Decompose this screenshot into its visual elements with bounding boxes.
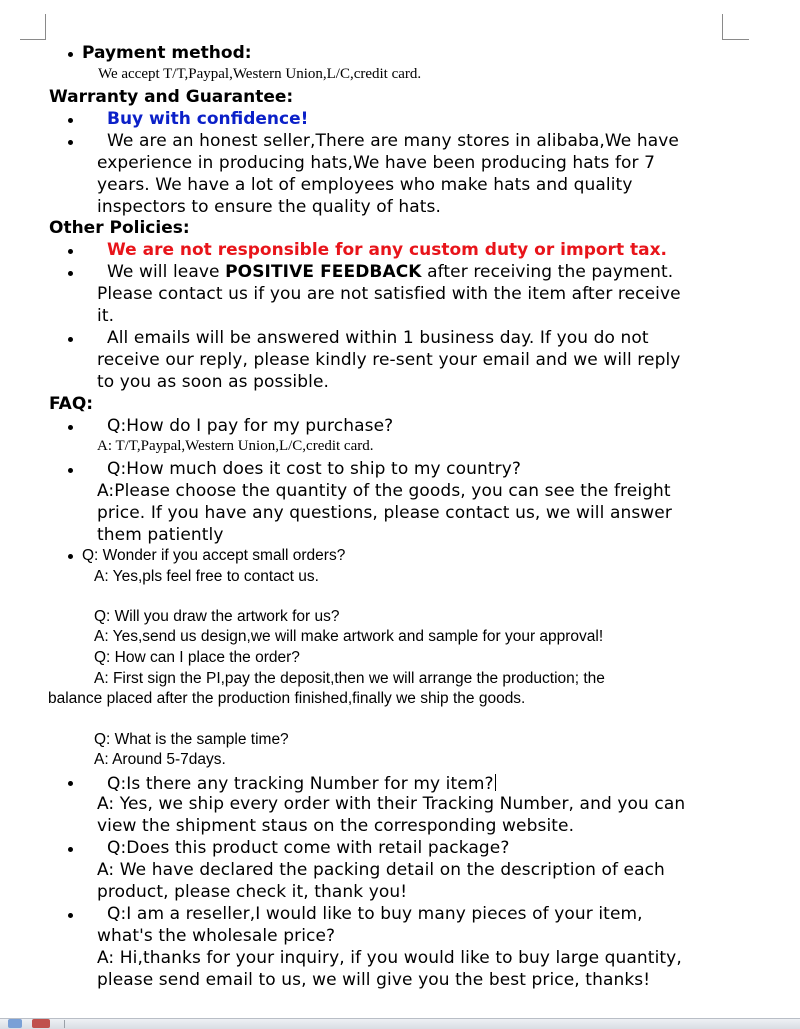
honest-line: We are an honest seller,There are many stores in alibaba,We have (107, 131, 679, 151)
faq-question: Q: How can I place the order? (94, 649, 300, 666)
faq-question: Q: Wonder if you accept small orders? (82, 547, 346, 564)
honest-line: inspectors to ensure the quality of hats. (97, 197, 441, 217)
faq-answer: A:Please choose the quantity of the goods, you can see the freight (97, 481, 671, 501)
feedback-line (107, 264, 673, 281)
feedback-line: Please contact us if you are not satisfied with the item after receive (97, 284, 681, 304)
taskbar (0, 1018, 800, 1029)
faq-answer: A: Around 5-7days. (94, 751, 226, 768)
duty-notice: We are not responsible for any custom duty or import tax. (107, 240, 668, 260)
honest-line: years. We have a lot of employees who make hats and quality (97, 175, 633, 195)
bullet (68, 271, 73, 276)
bullet (68, 847, 73, 852)
email-line: receive our reply, please kindly re-sent your email and we will reply (97, 350, 681, 370)
faq-answer: please send email to us, we will give you the best price, thanks! (97, 970, 651, 990)
faq-question-text: Q:Is there any tracking Number for my item? (107, 774, 494, 794)
faq-answer: price. If you have any questions, please contact us, we will answer (97, 503, 672, 523)
bullet (68, 554, 73, 559)
policies-heading: Other Policies: (49, 218, 190, 238)
faq-question: Q:How much does it cost to ship to my country? (107, 459, 521, 479)
faq-answer: A: T/T,Paypal,Western Union,L/C,credit card. (97, 438, 374, 454)
app-icon[interactable] (32, 1019, 50, 1028)
payment-heading: Payment method: (82, 43, 252, 63)
feedback-pre: We will leave (107, 262, 226, 282)
bullet (68, 913, 73, 918)
faq-question: what's the wholesale price? (97, 926, 336, 946)
faq-answer: A: Yes,send us design,we will make artwork and sample for your approval! (94, 628, 604, 645)
bullet (68, 118, 73, 123)
faq-answer: A: First sign the PI,pay the deposit,then we will arrange the production; the (94, 670, 605, 687)
feedback-post: after receiving the payment. (421, 262, 674, 282)
email-line: to you as soon as possible. (97, 372, 330, 392)
faq-answer: balance placed after the production finished,finally we ship the goods. (48, 690, 526, 707)
bullet (68, 425, 73, 430)
warranty-heading: Warranty and Guarantee: (49, 87, 294, 107)
buy-with-confidence: Buy with confidence! (107, 109, 309, 129)
taskbar-separator (64, 1020, 65, 1028)
faq-question: Q:How do I pay for my purchase? (107, 416, 394, 436)
faq-answer: A: Yes, we ship every order with their Tracking Number, and you can (97, 794, 686, 814)
email-line: All emails will be answered within 1 business day. If you do not (107, 328, 649, 348)
faq-question: Q: What is the sample time? (94, 731, 289, 748)
crop-mark-top-right (722, 39, 749, 40)
faq-answer: product, please check it, thank you! (97, 882, 408, 902)
crop-mark-top-right (722, 14, 723, 39)
faq-answer: A: Hi,thanks for your inquiry, if you would like to buy large quantity, (97, 948, 682, 968)
crop-mark-top-left (45, 14, 46, 39)
faq-question: Q:Does this product come with retail package? (107, 838, 510, 858)
bullet (68, 781, 73, 786)
bullet (68, 52, 73, 57)
faq-answer: them patiently (97, 525, 224, 545)
payment-text: We accept T/T,Paypal,Western Union,L/C,credit card. (98, 66, 422, 82)
faq-question: Q:I am a reseller,I would like to buy many pieces of your item, (107, 904, 643, 924)
text-cursor (495, 774, 496, 791)
feedback-line: it. (97, 306, 115, 326)
bullet (68, 468, 73, 473)
bullet (68, 140, 73, 145)
faq-answer: view the shipment staus on the corresponding website. (97, 816, 575, 836)
bullet (68, 249, 73, 254)
bullet (68, 337, 73, 342)
faq-answer: A: Yes,pls feel free to contact us. (94, 568, 319, 585)
faq-question: Q: Will you draw the artwork for us? (94, 608, 340, 625)
faq-question (107, 774, 496, 793)
crop-mark-top-left (20, 39, 46, 40)
positive-feedback: POSITIVE FEEDBACK (225, 262, 422, 282)
faq-answer: A: We have declared the packing detail on the description of each (97, 860, 665, 880)
honest-line: experience in producing hats,We have been producing hats for 7 (97, 153, 656, 173)
app-icon[interactable] (8, 1019, 22, 1028)
faq-heading: FAQ: (49, 394, 94, 414)
